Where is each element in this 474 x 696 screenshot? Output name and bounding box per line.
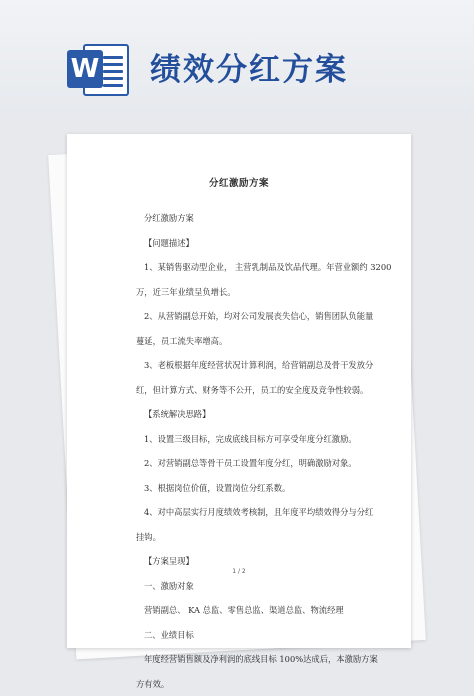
document-line: 红，但计算方式、财务等不公开，员工的安全度及竞争性较弱。 bbox=[136, 378, 350, 403]
document-line: 万，近三年业绩呈负增长。 bbox=[136, 280, 350, 305]
document-line: 挂钩。 bbox=[136, 525, 350, 550]
word-document-icon bbox=[67, 40, 133, 100]
page-number: 1 / 2 bbox=[67, 568, 411, 575]
document-line: 蔓延，员工流失率增高。 bbox=[136, 329, 350, 354]
document-line: 【方案呈现】 bbox=[136, 549, 350, 574]
document-line: 3、根据岗位价值，设置岗位分红系数。 bbox=[136, 476, 350, 501]
header-banner bbox=[0, 0, 474, 118]
document-line: 一、激励对象 bbox=[136, 574, 350, 599]
document-body bbox=[136, 206, 350, 696]
page-title: 绩效分红方案 bbox=[150, 44, 348, 89]
document-line: 3、老板根据年度经营状况计算利润，给营销副总及骨干发放分 bbox=[136, 353, 350, 378]
document-line: 2、对营销副总等骨干员工设置年度分红，明确激励对象。 bbox=[136, 451, 350, 476]
document-line: 1、某销售驱动型企业， 主营乳制品及饮品代理。年营业额约 3200 bbox=[136, 255, 350, 280]
document-line: 方有效。 bbox=[136, 672, 350, 696]
document-title: 分红激励方案 bbox=[67, 175, 411, 189]
document-line: 4、对中高层实行月度绩效考核制，且年度平均绩效得分与分红 bbox=[136, 500, 350, 525]
document-line: 【问题描述】 bbox=[136, 231, 350, 256]
document-line: 二、业绩目标 bbox=[136, 623, 350, 648]
document-line: 分红激励方案 bbox=[136, 206, 350, 231]
document-line: 2、从营销副总开始，均对公司发展丧失信心，销售团队负能量 bbox=[136, 304, 350, 329]
document-page bbox=[67, 134, 411, 648]
document-line: 年度经营销售额及净利润的底线目标 100%达成后，本激励方案 bbox=[136, 647, 350, 672]
word-w-badge: W bbox=[67, 50, 103, 88]
document-line: 1、设置三级目标，完成底线目标方可享受年度分红激励。 bbox=[136, 427, 350, 452]
document-line: 营销副总、 KA 总监、零售总监、渠道总监、物流经理 bbox=[136, 598, 350, 623]
document-line: 【系统解决思路】 bbox=[136, 402, 350, 427]
